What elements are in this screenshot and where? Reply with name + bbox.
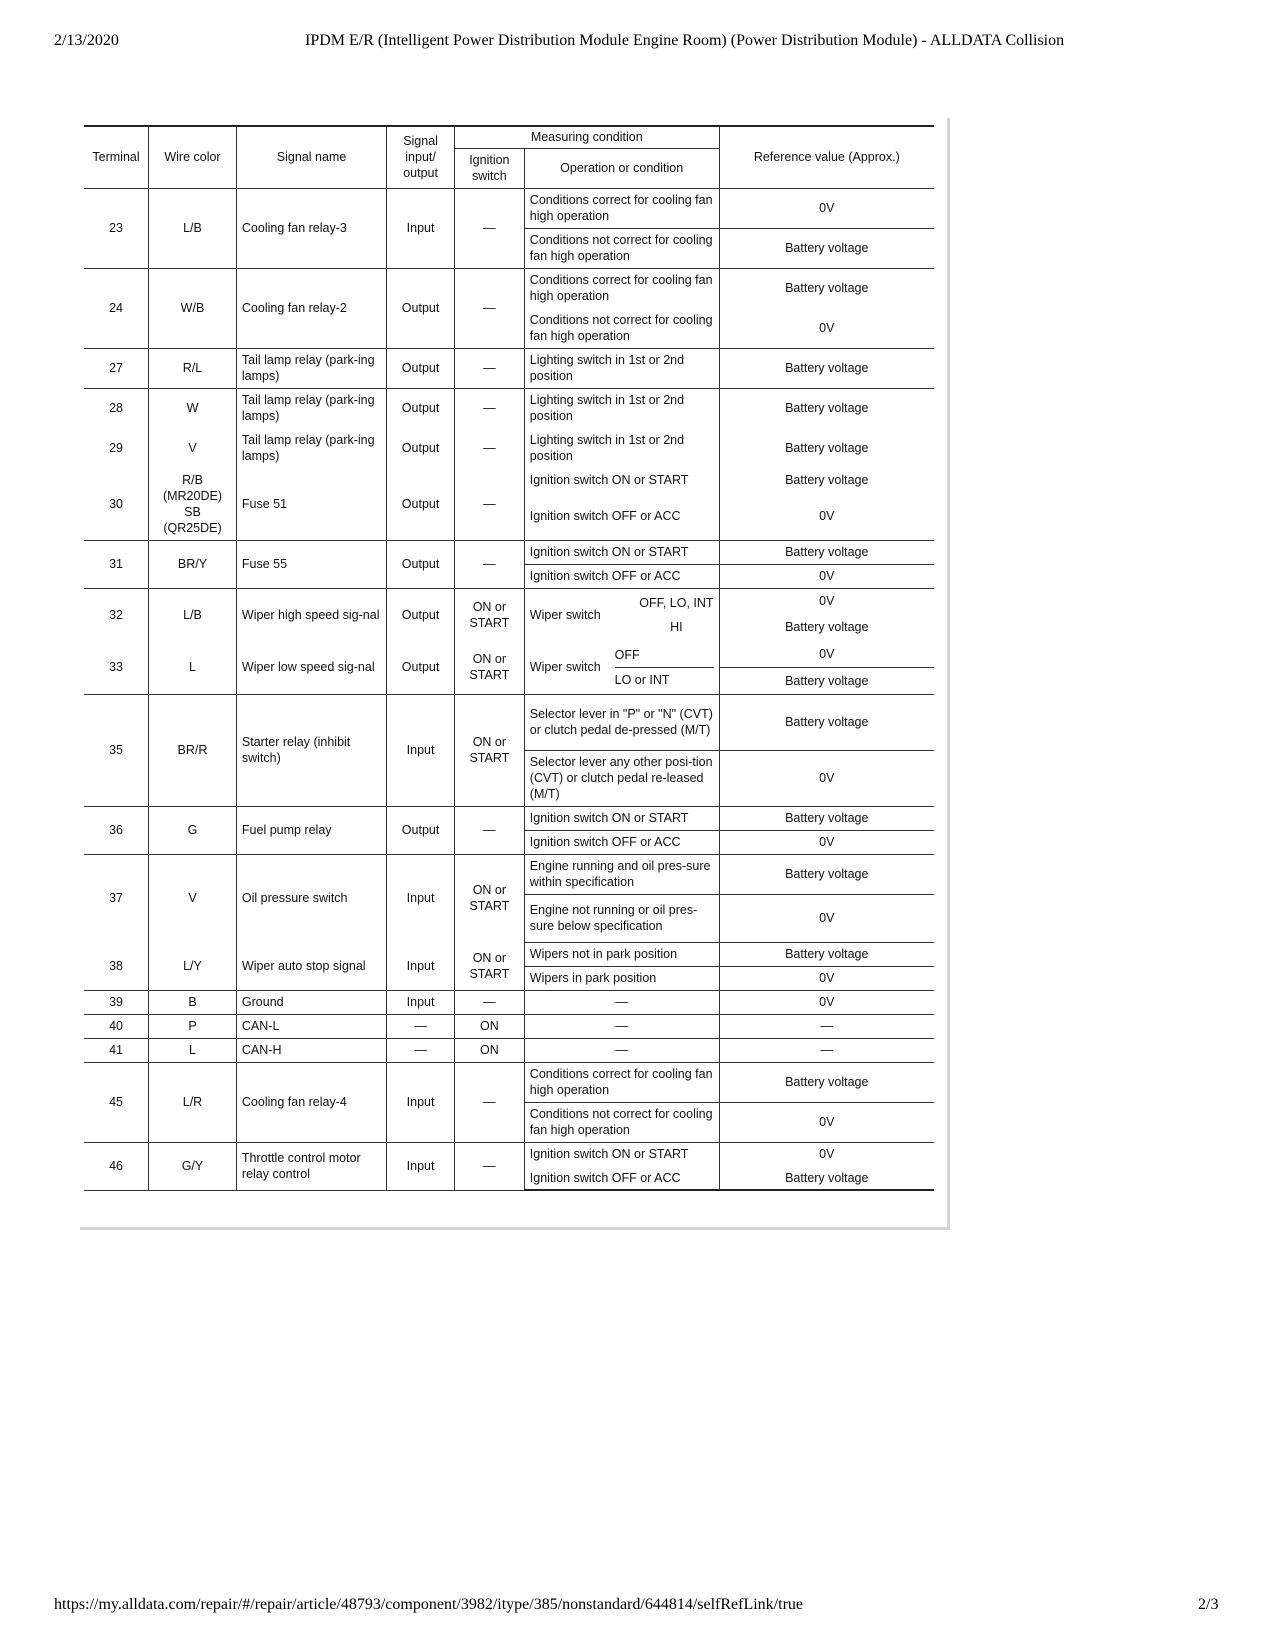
- terminal-cell: 35: [84, 694, 149, 806]
- ignition-cell: —: [454, 268, 524, 348]
- wiper-position: OFF, LO, INT: [639, 595, 714, 610]
- terminal-cell: 31: [84, 540, 149, 588]
- signal-io-cell: Output: [387, 540, 455, 588]
- reference-cell: Battery voltage: [719, 468, 934, 492]
- reference-cell: 0V: [719, 308, 934, 348]
- condition-cell: Wipers not in park position: [524, 942, 719, 966]
- table-row: [84, 268, 934, 308]
- wire-color-cell: L/B: [149, 188, 237, 268]
- table-row: [84, 1038, 934, 1062]
- wiper-position: OFF: [615, 643, 714, 668]
- wiper-switch-cell: [524, 588, 719, 641]
- reference-cell: Battery voltage: [719, 540, 934, 564]
- wire-color-cell: B: [149, 990, 237, 1014]
- table-row: [84, 806, 934, 830]
- wiper-position: HI: [670, 619, 683, 634]
- reference-cell: —: [719, 1014, 934, 1038]
- ignition-cell: —: [454, 428, 524, 468]
- table-row: [84, 1062, 934, 1102]
- condition-cell: Engine not running or oil pres-sure below specification: [524, 894, 719, 942]
- page-url: https://my.alldata.com/repair/#/repair/article/48793/component/3982/itype/385/nonstandard/644814/selfRefLink/true: [54, 1596, 803, 1613]
- signal-name-cell: Fuse 51: [236, 468, 386, 540]
- signal-io-cell: Input: [387, 942, 455, 990]
- header-wire-color: Wire color: [149, 126, 237, 188]
- wire-color-cell: [149, 468, 237, 540]
- reference-cell: 0V: [719, 492, 934, 540]
- terminal-cell: 24: [84, 268, 149, 348]
- table-row: [84, 1142, 934, 1166]
- condition-cell: Lighting switch in 1st or 2nd position: [524, 388, 719, 428]
- signal-io-cell: Output: [387, 388, 455, 428]
- header-terminal: Terminal: [84, 126, 149, 188]
- signal-io-cell: —: [387, 1038, 455, 1062]
- reference-cell: 0V: [719, 1142, 934, 1166]
- ignition-cell: ON or START: [454, 641, 524, 695]
- wire-color-cell: W: [149, 388, 237, 428]
- terminal-cell: 46: [84, 1142, 149, 1190]
- reference-cell: 0V: [719, 990, 934, 1014]
- condition-cell: Ignition switch ON or START: [524, 468, 719, 492]
- reference-cell: 0V: [719, 894, 934, 942]
- wire-color-cell: L/Y: [149, 942, 237, 990]
- header-operation: Operation or condition: [524, 148, 719, 188]
- ignition-cell: —: [454, 388, 524, 428]
- wire-color-line: R/B: [182, 472, 203, 487]
- terminal-cell: 29: [84, 428, 149, 468]
- terminal-cell: 39: [84, 990, 149, 1014]
- signal-io-cell: Input: [387, 694, 455, 806]
- ignition-cell: —: [454, 188, 524, 268]
- reference-cell: Battery voltage: [719, 428, 934, 468]
- reference-cell: Battery voltage: [719, 806, 934, 830]
- reference-cell: Battery voltage: [719, 348, 934, 388]
- page-title: IPDM E/R (Intelligent Power Distribution Module Engine Room) (Power Distribution Module) - ALLDATA Collision: [305, 32, 1065, 49]
- signal-name-cell: Ground: [236, 990, 386, 1014]
- signal-name-cell: Starter relay (inhibit switch): [236, 694, 386, 806]
- signal-name-cell: CAN-H: [236, 1038, 386, 1062]
- reference-cell: 0V: [719, 750, 934, 806]
- ignition-cell: —: [454, 540, 524, 588]
- signal-name-cell: Wiper high speed sig-nal: [236, 588, 386, 641]
- condition-cell: —: [524, 1038, 719, 1062]
- wire-color-cell: G/Y: [149, 1142, 237, 1190]
- signal-name-cell: Cooling fan relay-2: [236, 268, 386, 348]
- signal-name-cell: Cooling fan relay-3: [236, 188, 386, 268]
- table-row: [84, 588, 934, 614]
- signal-io-cell: Input: [387, 1142, 455, 1190]
- wiper-position: LO or INT: [614, 672, 670, 687]
- signal-io-cell: —: [387, 1014, 455, 1038]
- terminal-cell: 41: [84, 1038, 149, 1062]
- reference-cell: 0V: [719, 588, 934, 614]
- wire-color-cell: L: [149, 1038, 237, 1062]
- header-measuring-condition: Measuring condition: [454, 126, 719, 148]
- reference-cell: Battery voltage: [719, 667, 934, 694]
- ignition-cell: —: [454, 348, 524, 388]
- wire-color-cell: BR/R: [149, 694, 237, 806]
- table-row: [84, 388, 934, 428]
- ignition-cell: —: [454, 806, 524, 854]
- condition-cell: Ignition switch ON or START: [524, 806, 719, 830]
- signal-io-cell: Input: [387, 854, 455, 942]
- wire-color-cell: L/B: [149, 588, 237, 641]
- table-row: [84, 641, 934, 668]
- condition-cell: Lighting switch in 1st or 2nd position: [524, 428, 719, 468]
- header-reference-value: Reference value (Approx.): [719, 126, 934, 188]
- wire-color-cell: P: [149, 1014, 237, 1038]
- condition-cell: Ignition switch OFF or ACC: [524, 564, 719, 588]
- signal-io-cell: Output: [387, 588, 455, 641]
- terminal-cell: 32: [84, 588, 149, 641]
- wire-color-line: (QR25DE): [163, 520, 222, 535]
- reference-cell: 0V: [719, 1102, 934, 1142]
- print-date: 2/13/2020: [54, 32, 119, 49]
- condition-cell: —: [524, 1014, 719, 1038]
- reference-cell: 0V: [719, 966, 934, 990]
- terminal-cell: 28: [84, 388, 149, 428]
- condition-cell: Selector lever in "P" or "N" (CVT) or clutch pedal de-pressed (M/T): [524, 694, 719, 750]
- header-ignition-switch: Ignition switch: [454, 148, 524, 188]
- signal-name-cell: Wiper auto stop signal: [236, 942, 386, 990]
- signal-io-cell: Output: [387, 468, 455, 540]
- signal-io-cell: Input: [387, 188, 455, 268]
- signal-io-cell: Input: [387, 1062, 455, 1142]
- terminal-cell: 30: [84, 468, 149, 540]
- table-row: [84, 468, 934, 492]
- wire-color-cell: W/B: [149, 268, 237, 348]
- condition-cell: Wipers in park position: [524, 966, 719, 990]
- wiper-switch-label: Wiper switch: [529, 660, 601, 674]
- reference-cell: 0V: [719, 641, 934, 668]
- ignition-cell: ON: [454, 1038, 524, 1062]
- wire-color-line: (MR20DE): [162, 488, 222, 503]
- reference-cell: 0V: [719, 830, 934, 854]
- header-signal-name: Signal name: [236, 126, 386, 188]
- signal-name-cell: Wiper low speed sig-nal: [236, 641, 386, 695]
- wire-color-line: SB: [184, 504, 201, 519]
- terminal-cell: 37: [84, 854, 149, 942]
- table-row: [84, 188, 934, 228]
- ignition-cell: ON or START: [454, 942, 524, 990]
- condition-cell: Ignition switch ON or START: [524, 1142, 719, 1166]
- table-row: [84, 854, 934, 894]
- table-row: [84, 990, 934, 1014]
- reference-cell: Battery voltage: [719, 942, 934, 966]
- terminal-cell: 38: [84, 942, 149, 990]
- ignition-cell: ON or START: [454, 694, 524, 806]
- signal-name-cell: Throttle control motor relay control: [236, 1142, 386, 1190]
- terminal-cell: 27: [84, 348, 149, 388]
- reference-cell: Battery voltage: [719, 614, 934, 640]
- wire-color-cell: BR/Y: [149, 540, 237, 588]
- condition-cell: Ignition switch OFF or ACC: [524, 1166, 719, 1190]
- signal-name-cell: Tail lamp relay (park-ing lamps): [236, 348, 386, 388]
- signal-name-cell: Fuse 55: [236, 540, 386, 588]
- wire-color-cell: L/R: [149, 1062, 237, 1142]
- condition-cell: Selector lever any other posi-tion (CVT) or clutch pedal re-leased (M/T): [524, 750, 719, 806]
- condition-cell: Conditions not correct for cooling fan high operation: [524, 228, 719, 268]
- condition-cell: Ignition switch ON or START: [524, 540, 719, 564]
- signal-name-cell: Tail lamp relay (park-ing lamps): [236, 428, 386, 468]
- ignition-cell: —: [454, 1062, 524, 1142]
- table-row: [84, 1014, 934, 1038]
- reference-cell: Battery voltage: [719, 1166, 934, 1190]
- ignition-cell: ON or START: [454, 588, 524, 641]
- reference-cell: 0V: [719, 564, 934, 588]
- condition-cell: —: [524, 990, 719, 1014]
- signal-name-cell: Oil pressure switch: [236, 854, 386, 942]
- condition-cell: Lighting switch in 1st or 2nd position: [524, 348, 719, 388]
- terminal-cell: 33: [84, 641, 149, 695]
- wire-color-cell: V: [149, 428, 237, 468]
- table-row: [84, 428, 934, 468]
- condition-cell: Conditions correct for cooling fan high operation: [524, 1062, 719, 1102]
- signal-name-cell: Fuel pump relay: [236, 806, 386, 854]
- condition-cell: Engine running and oil pres-sure within specification: [524, 854, 719, 894]
- terminal-spec-table: [84, 125, 934, 1191]
- header-signal-io: Signal input/ output: [387, 126, 455, 188]
- reference-cell: —: [719, 1038, 934, 1062]
- reference-cell: Battery voltage: [719, 228, 934, 268]
- reference-cell: 0V: [719, 188, 934, 228]
- ignition-cell: —: [454, 1142, 524, 1190]
- reference-cell: Battery voltage: [719, 694, 934, 750]
- signal-io-cell: Output: [387, 641, 455, 695]
- wiper-switch-label: Wiper switch: [529, 607, 601, 622]
- condition-cell: Ignition switch OFF or ACC: [524, 492, 719, 540]
- signal-io-cell: Output: [387, 268, 455, 348]
- terminal-cell: 40: [84, 1014, 149, 1038]
- wiper-switch-cell: [524, 641, 719, 695]
- condition-cell: Conditions correct for cooling fan high operation: [524, 268, 719, 308]
- terminal-cell: 45: [84, 1062, 149, 1142]
- terminal-cell: 36: [84, 806, 149, 854]
- reference-cell: Battery voltage: [719, 1062, 934, 1102]
- signal-io-cell: Output: [387, 806, 455, 854]
- page-number: 2/3: [1198, 1596, 1219, 1613]
- signal-io-cell: Input: [387, 990, 455, 1014]
- signal-io-cell: Output: [387, 348, 455, 388]
- reference-cell: Battery voltage: [719, 854, 934, 894]
- wire-color-cell: L: [149, 641, 237, 695]
- condition-cell: Conditions not correct for cooling fan high operation: [524, 308, 719, 348]
- wire-color-cell: G: [149, 806, 237, 854]
- signal-name-cell: Cooling fan relay-4: [236, 1062, 386, 1142]
- table-row: [84, 942, 934, 966]
- table-row: [84, 694, 934, 750]
- reference-cell: Battery voltage: [719, 268, 934, 308]
- table-row: [84, 348, 934, 388]
- ignition-cell: —: [454, 468, 524, 540]
- reference-cell: Battery voltage: [719, 388, 934, 428]
- ignition-cell: —: [454, 990, 524, 1014]
- condition-cell: Ignition switch OFF or ACC: [524, 830, 719, 854]
- ignition-cell: ON or START: [454, 854, 524, 942]
- signal-name-cell: CAN-L: [236, 1014, 386, 1038]
- wire-color-cell: R/L: [149, 348, 237, 388]
- terminal-cell: 23: [84, 188, 149, 268]
- table-row: [84, 540, 934, 564]
- signal-io-cell: Output: [387, 428, 455, 468]
- wire-color-cell: V: [149, 854, 237, 942]
- ignition-cell: ON: [454, 1014, 524, 1038]
- signal-name-cell: Tail lamp relay (park-ing lamps): [236, 388, 386, 428]
- condition-cell: Conditions not correct for cooling fan high operation: [524, 1102, 719, 1142]
- condition-cell: Conditions correct for cooling fan high operation: [524, 188, 719, 228]
